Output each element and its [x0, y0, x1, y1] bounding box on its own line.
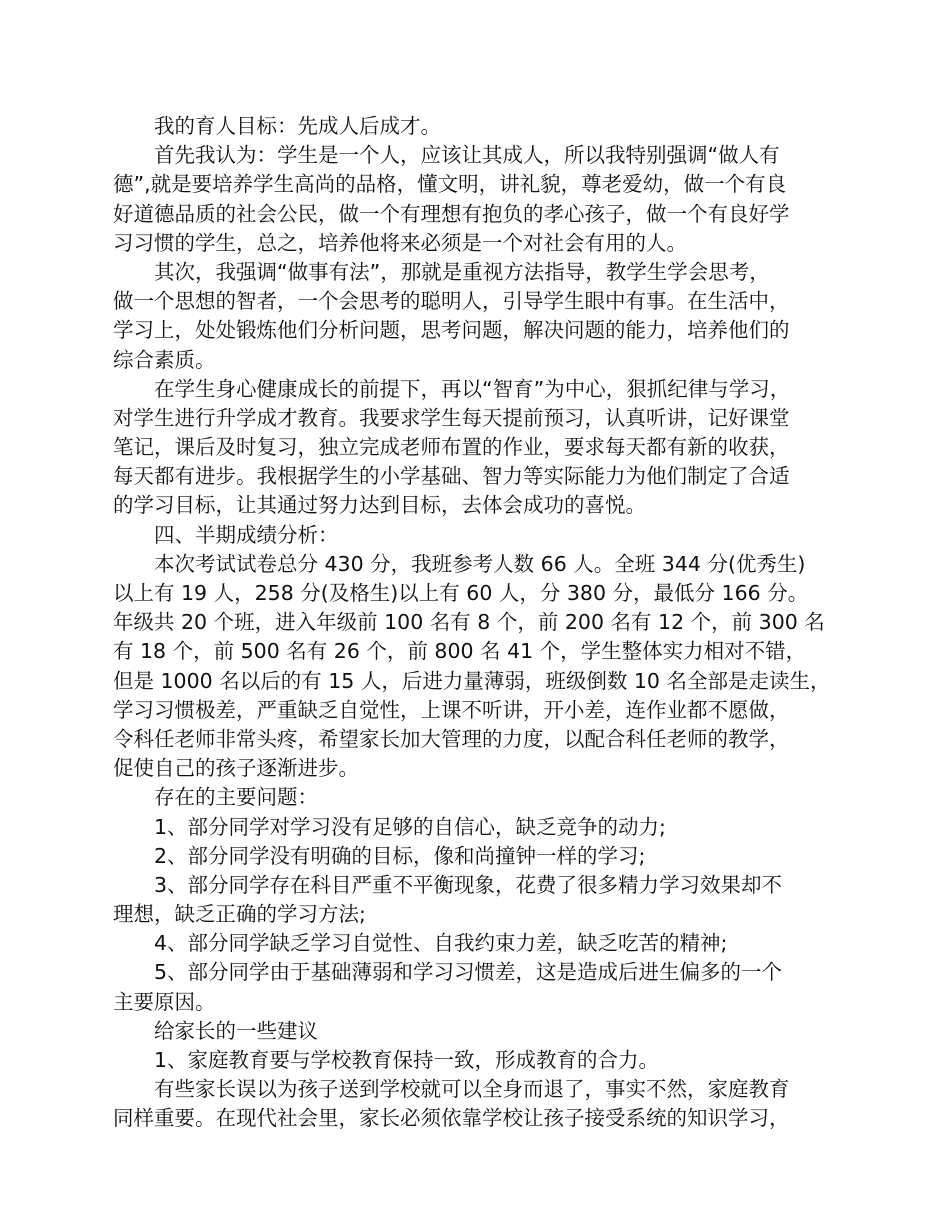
text-line: 学习上，处处锻炼他们分析问题，思考问题，解决问题的能力，培养他们的 — [113, 318, 790, 343]
document-body — [113, 112, 853, 1134]
text-line: 有 18 个，前 500 名有 26 个，前 800 名 41 个，学生整体实力相对不错， — [113, 639, 807, 664]
text-line: 好道德品质的社会公民，做一个有理想有抱负的孝心孩子，做一个有良好学 — [113, 201, 790, 226]
text-line: 有些家长误以为孩子送到学校就可以全身而退了，事实不然，家庭教育 — [154, 1077, 790, 1102]
text-line: 令科任老师非常头疼，希望家长加大管理的力度，以配合科任老师的教学， — [113, 726, 790, 751]
text-line: 对学生进行升学成才教育。我要求学生每天提前预习，认真听讲，记好课堂 — [113, 405, 790, 430]
list-item: 4、部分同学缺乏学习自觉性、自我约束力差，缺乏吃苦的精神; — [154, 931, 728, 956]
text-line: 习习惯的学生，总之，培养他将来必须是一个对社会有用的人。 — [113, 230, 687, 255]
text-line: 同样重要。在现代社会里，家长必须依靠学校让孩子接受系统的知识学习， — [113, 1106, 790, 1131]
list-item: 1、家庭教育要与学校教育保持一致，形成教育的合力。 — [154, 1048, 660, 1072]
section-heading: 四、半期成绩分析： — [154, 522, 339, 547]
text-line: 笔记，课后及时复习，独立完成老师布置的作业，要求每天都有新的收获， — [113, 435, 790, 460]
text-line: 每天都有进步。我根据学生的小学基础、智力等实际能力为他们制定了合适 — [113, 464, 790, 489]
text-line: 的学习目标，让其通过努力达到目标，去体会成功的喜悦。 — [113, 493, 646, 518]
text-line: 促使自己的孩子逐渐进步。 — [113, 756, 359, 781]
text-line: 年级共 20 个班，进入年级前 100 名有 8 个，前 200 名有 12 个，前 300 名 — [113, 610, 825, 635]
text-line: 首先我认为：学生是一个人，应该让其成人，所以我特别强调“做人有 — [154, 143, 780, 168]
list-item: 1、部分同学对学习没有足够的自信心，缺乏竞争的动力; — [154, 814, 666, 839]
section-heading: 给家长的一些建议 — [154, 1018, 318, 1043]
text-line: 德”,就是要培养学生高尚的品格，懂文明，讲礼貌，尊老爱幼，做一个有良 — [113, 172, 787, 197]
text-line: 综合素质。 — [113, 347, 216, 372]
list-item: 5、部分同学由于基础薄弱和学习习惯差，这是造成后进生偏多的一个 — [154, 960, 783, 985]
section-heading: 存在的主要问题： — [154, 785, 318, 810]
text-line: 其次，我强调“做事有法”，那就是重视方法指导，教学生学会思考， — [154, 259, 770, 284]
text-line: 学习习惯极差，严重缺乏自觉性，上课不听讲，开小差，连作业都不愿做， — [113, 697, 790, 722]
text-line: 本次考试试卷总分 430 分，我班参考人数 66 人。全班 344 分(优秀生) — [154, 551, 806, 576]
text-line: 主要原因。 — [113, 989, 216, 1014]
list-item: 2、部分同学没有明确的目标，像和尚撞钟一样的学习; — [154, 843, 646, 868]
text-line: 理想，缺乏正确的学习方法; — [113, 902, 366, 927]
text-line: 我的育人目标：先成人后成才。 — [154, 114, 441, 138]
text-line: 以上有 19 人，258 分(及格生)以上有 60 人，分 380 分，最低分 166 分。 — [113, 581, 809, 605]
text-line: 做一个思想的智者，一个会思考的聪明人，引导学生眼中有事。在生活中， — [113, 289, 790, 314]
list-item: 3、部分同学存在科目严重不平衡现象，花费了很多精力学习效果却不 — [154, 872, 783, 897]
text-line: 但是 1000 名以后的有 15 人，后进力量薄弱，班级倒数 10 名全部是走读生， — [113, 668, 831, 693]
text-line: 在学生身心健康成长的前提下，再以“智育”为中心，狠抓纪律与学习， — [154, 376, 791, 401]
